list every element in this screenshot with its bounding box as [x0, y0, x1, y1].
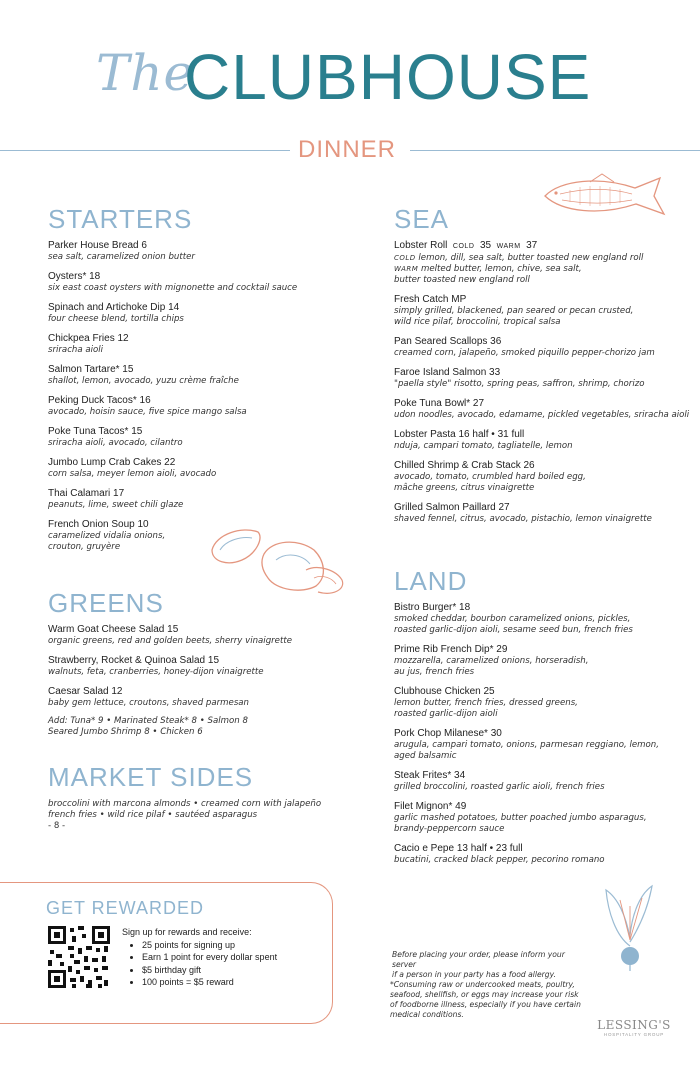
item-name: Caesar Salad 12 — [48, 686, 123, 697]
warn-line-3: of foodborne illness, especially if you have certain — [390, 1000, 581, 1009]
logo-sub: HOSPITALITY GROUP — [603, 1032, 665, 1037]
menu-item — [48, 456, 348, 480]
fish-icon — [540, 172, 670, 222]
menu-item — [394, 366, 694, 390]
item-name: Strawberry, Rocket & Quinoa Salad 15 — [48, 655, 220, 666]
menu-item — [48, 425, 348, 449]
item-description: roasted garlic-dijon aioli, sesame seed bun, french fries — [394, 625, 633, 635]
menu-item — [394, 800, 694, 835]
rewards-info — [122, 926, 277, 989]
rewards-intro: Sign up for rewards and receive: — [122, 927, 252, 937]
item-name: Jumbo Lump Crab Cakes 22 — [48, 457, 176, 468]
item-name: Lobster Pasta 16 half • 31 full — [394, 429, 525, 440]
menu-item-lobster-roll — [394, 239, 694, 286]
item-name: Thai Calamari 17 — [48, 488, 125, 499]
meal-title: DINNER — [298, 136, 397, 163]
item-description: au jus, french fries — [394, 667, 475, 677]
item-name: Poke Tuna Tacos* 15 — [48, 426, 143, 437]
item-name: Steak Frites* 34 — [394, 770, 466, 781]
greens-list — [48, 623, 348, 709]
sea-heading: SEA — [394, 204, 450, 234]
warn-line-1: *Consuming raw or undercooked meats, poultry, — [390, 980, 575, 989]
menu-item — [394, 428, 694, 452]
item-name: Poke Tuna Bowl* 27 — [394, 398, 485, 409]
item-name: Faroe Island Salmon 33 — [394, 367, 501, 378]
item-description: lemon butter, french fries, dressed greens, — [394, 698, 578, 708]
divider-left — [0, 150, 290, 151]
item-description: arugula, campari tomato, onions, parmesan reggiano, lemon, — [394, 740, 659, 750]
menu-item — [394, 842, 694, 866]
item-description: roasted garlic-dijon aioli — [394, 709, 498, 719]
item-description: sea salt, caramelized onion butter — [48, 252, 195, 262]
item-name: Grilled Salmon Paillard 27 — [394, 502, 510, 513]
item-name: Fresh Catch MP — [394, 294, 467, 305]
item-name: Peking Duck Tacos* 16 — [48, 395, 151, 406]
rewards-heading: GET REWARDED — [46, 898, 205, 918]
item-name: Warm Goat Cheese Salad 15 — [48, 624, 179, 635]
page-title: CLUBHOUSE — [184, 41, 592, 113]
allergy-note — [392, 950, 582, 980]
item-name: French Onion Soup 10 — [48, 519, 149, 530]
add-ons-line-2: Seared Jumbo Shrimp 8 • Chicken 6 — [48, 727, 203, 737]
menu-item — [48, 487, 348, 511]
item-description: walnuts, feta, cranberries, honey-dijon vinaigrette — [48, 667, 264, 677]
menu-item — [48, 301, 348, 325]
item-description: brandy-peppercorn sauce — [394, 824, 505, 834]
rewards-list — [122, 939, 277, 989]
item-description: caramelized vidalia onions, — [48, 531, 166, 541]
menu-item — [48, 654, 348, 678]
menu-item — [394, 601, 694, 636]
menu-item — [394, 685, 694, 720]
item-description: peanuts, lime, sweet chili glaze — [48, 500, 184, 510]
item-description: "paella style" risotto, spring peas, saffron, shrimp, chorizo — [394, 379, 645, 389]
logo-name: LESSING'S — [597, 1018, 671, 1032]
starters-list — [48, 239, 348, 553]
cold-desc: lemon, dill, sea salt, butter toasted new england roll — [418, 253, 644, 263]
menu-item — [48, 239, 348, 263]
item-description: mâche greens, citrus vinaigrette — [394, 483, 535, 493]
item-description: mozzarella, caramelized onions, horseradish, — [394, 656, 589, 666]
warm-desc-2: butter toasted new england roll — [394, 275, 530, 285]
item-name: Parker House Bread 6 — [48, 240, 147, 251]
land-section — [394, 566, 694, 873]
sides-price: - 8 - — [48, 821, 66, 831]
beet-icon — [600, 876, 660, 972]
allergy-line-2: if a person in your party has a food allergy. — [392, 970, 556, 979]
item-description: crouton, gruyère — [48, 542, 121, 552]
land-list — [394, 601, 694, 866]
menu-item — [48, 623, 348, 647]
menu-item — [394, 397, 694, 421]
greens-heading: GREENS — [48, 588, 164, 618]
qr-code-icon[interactable] — [48, 926, 110, 988]
item-name: Cacio e Pepe 13 half • 23 full — [394, 843, 523, 854]
lessings-logo — [594, 1018, 674, 1037]
menu-item — [394, 501, 694, 525]
item-name: Lobster Roll — [394, 240, 448, 251]
market-sides-section — [48, 762, 368, 832]
item-description: udon noodles, avocado, edamame, pickled vegetables, sriracha aioli — [394, 410, 690, 420]
item-description: shallot, lemon, avocado, yuzu crème fraîche — [48, 376, 239, 386]
warn-line-2: seafood, shellfish, or eggs may increase your risk — [390, 990, 579, 999]
menu-item — [48, 394, 348, 418]
title-script: The — [96, 44, 195, 102]
allergy-line-1: Before placing your order, please inform your server — [392, 950, 565, 969]
item-name: Filet Mignon* 49 — [394, 801, 467, 812]
item-name: Bistro Burger* 18 — [394, 602, 471, 613]
item-description: six east coast oysters with mignonette and cocktail sauce — [48, 283, 298, 293]
sea-list — [394, 293, 694, 525]
starters-section — [48, 204, 348, 560]
menu-item — [394, 769, 694, 793]
reward-benefit: • $5 birthday gift — [142, 964, 277, 977]
item-description: nduja, campari tomato, tagliatelle, lemon — [394, 441, 573, 451]
menu-item — [48, 363, 348, 387]
item-description: aged balsamic — [394, 751, 457, 761]
item-description: organic greens, red and golden beets, sherry vinaigrette — [48, 636, 292, 646]
menu-item — [394, 293, 694, 328]
greens-section — [48, 588, 348, 738]
item-description: wild rice pilaf, broccolini, tropical salsa — [394, 317, 561, 327]
item-description: creamed corn, jalapeño, smoked piquillo pepper-chorizo jam — [394, 348, 655, 358]
item-description: sriracha aioli, avocado, cilantro — [48, 438, 183, 448]
sides-line-1: broccolini with marcona almonds • creamed corn with jalapeño — [48, 799, 322, 809]
warm-price: 37 — [526, 240, 538, 251]
item-description: shaved fennel, citrus, avocado, pistachio, lemon vinaigrette — [394, 514, 652, 524]
item-description: avocado, tomato, crumbled hard boiled egg, — [394, 472, 586, 482]
menu-item — [48, 332, 348, 356]
item-description: corn salsa, meyer lemon aioli, avocado — [48, 469, 217, 479]
menu-item — [394, 643, 694, 678]
warm-label: WARM — [496, 243, 521, 250]
cold-label-2: COLD — [394, 254, 416, 262]
cold-price: 35 — [479, 240, 492, 251]
warn-line-4: medical conditions. — [390, 1010, 464, 1019]
item-name: Prime Rib French Dip* 29 — [394, 644, 508, 655]
item-name: Chickpea Fries 12 — [48, 333, 129, 344]
sides-line-2: french fries • wild rice pilaf • sautéed asparagus — [48, 810, 258, 820]
market-sides-heading: MARKET SIDES — [48, 762, 254, 792]
item-name: Salmon Tartare* 15 — [48, 364, 134, 375]
menu-item — [48, 685, 348, 709]
item-description: simply grilled, blackened, pan seared or pecan crusted, — [394, 306, 634, 316]
menu-item — [48, 270, 348, 294]
add-ons-line-1: Add: Tuna* 9 • Marinated Steak* 8 • Salmon 8 — [48, 716, 248, 726]
item-description: avocado, hoisin sauce, five spice mango salsa — [48, 407, 247, 417]
divider-right — [410, 150, 700, 151]
starters-heading: STARTERS — [48, 204, 193, 234]
item-name: Clubhouse Chicken 25 — [394, 686, 495, 697]
consumption-warning — [390, 980, 590, 1020]
land-heading: LAND — [394, 566, 468, 596]
item-name: Spinach and Artichoke Dip 14 — [48, 302, 180, 313]
cold-label: COLD — [452, 243, 475, 250]
menu-item — [394, 335, 694, 359]
menu-item — [394, 727, 694, 762]
reward-benefit: • 100 points = $5 reward — [142, 976, 277, 989]
item-name: Pan Seared Scallops 36 — [394, 336, 502, 347]
reward-benefit: • Earn 1 point for every dollar spent — [142, 951, 277, 964]
reward-benefit: • 25 points for signing up — [142, 939, 277, 952]
item-description: bucatini, cracked black pepper, pecorino romano — [394, 855, 605, 865]
item-description: sriracha aioli — [48, 345, 104, 355]
oysters-icon — [206, 520, 356, 600]
item-name: Pork Chop Milanese* 30 — [394, 728, 502, 739]
item-description: garlic mashed potatoes, butter poached jumbo asparagus, — [394, 813, 647, 823]
sea-section — [394, 204, 694, 532]
item-description: smoked cheddar, bourbon caramelized onions, pickles, — [394, 614, 631, 624]
item-description: four cheese blend, tortilla chips — [48, 314, 184, 324]
warm-desc: melted butter, lemon, chive, sea salt, — [421, 264, 582, 274]
item-name: Oysters* 18 — [48, 271, 101, 282]
warm-label-2: WARM — [394, 265, 419, 273]
item-description: grilled broccolini, roasted garlic aioli, french fries — [394, 782, 605, 792]
item-name: Chilled Shrimp & Crab Stack 26 — [394, 460, 535, 471]
item-description: baby gem lettuce, croutons, shaved parmesan — [48, 698, 250, 708]
menu-item — [394, 459, 694, 494]
